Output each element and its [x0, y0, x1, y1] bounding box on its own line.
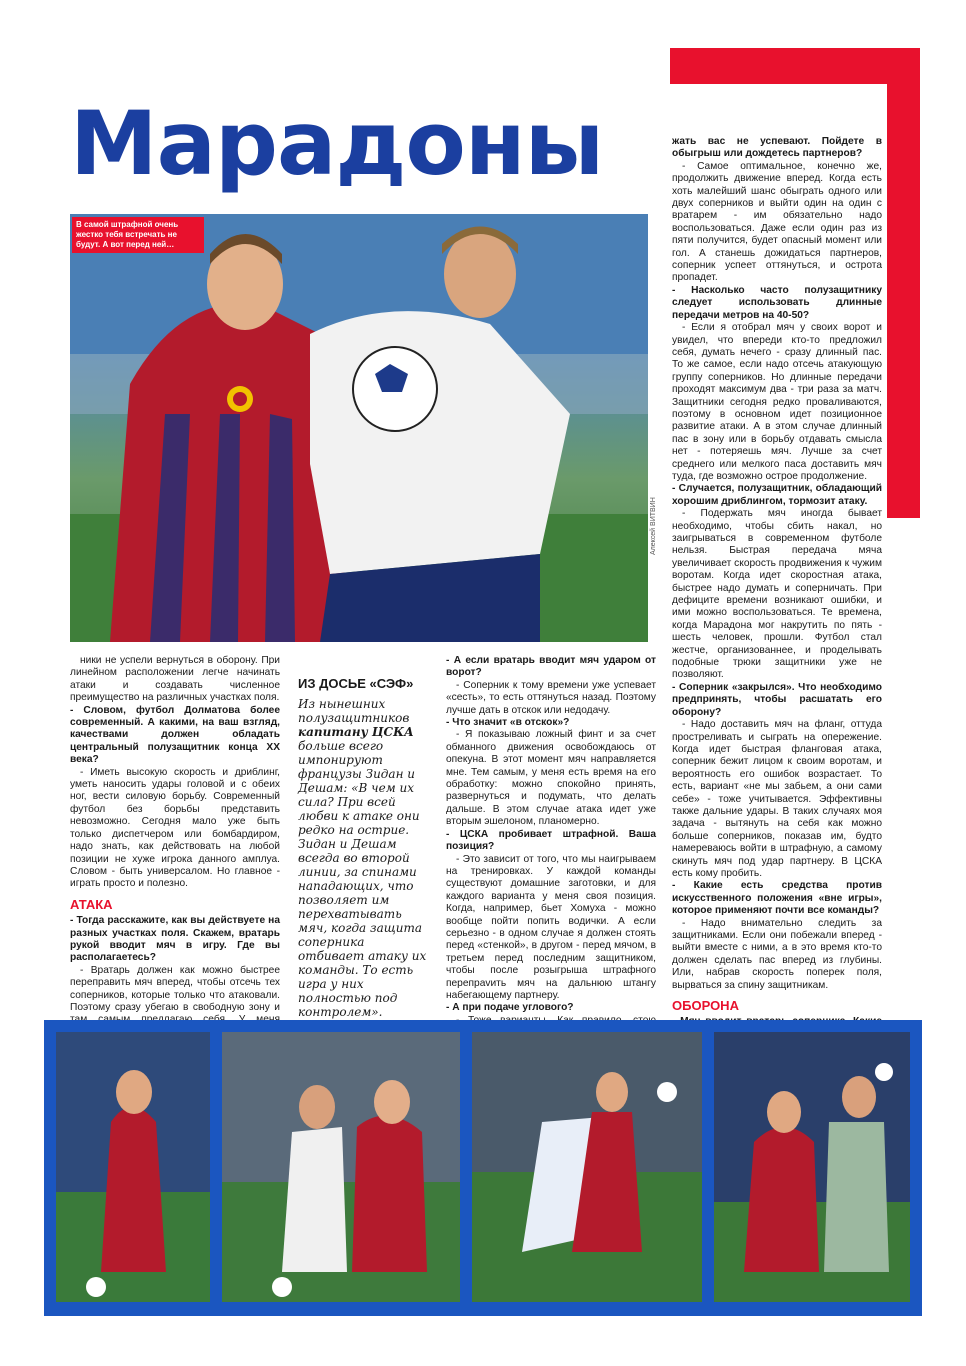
photo-strip-4 [714, 1032, 910, 1302]
question-paragraph: - Насколько часто полузащитнику следует использовать длинные передачи метров на 40-50? [672, 284, 882, 321]
headline: Марадоны [70, 92, 604, 195]
answer-paragraph: - Я показываю ложный финт и за счет обманного движения освобождаюсь от опекуна. В этот момент мяч направляется мне. Тем самым, у меня есть время на его обработку: можно спокойно принять, развернуться и подумать, что делать дальше. В этом случае атака идет уже вторым эшелоном, планомерно. [446, 729, 656, 828]
red-accent-bar-side [887, 48, 920, 518]
question-paragraph: - А при подаче углового? [446, 1002, 574, 1014]
question-paragraph: - Тогда расскажите, как вы действуете на разных участках поля. Скажем, вратарь рукой вводит мяч в игру. Где вы располагаетесь? [70, 915, 280, 964]
photo-strip-1 [56, 1032, 210, 1302]
answer-paragraph: - Надо доставить мяч на фланг, оттуда простреливать и сыграть на опережение. Когда идет быстрая фланговая атака, соперник бежит лицом к своим воротам, и вероятность его ошибок возрастает. То есть, вариант «не мы забьем, а они сами себе» - тоже учитывается. Эффективны также дальние удары. В таких случаях моя задача - вытянуть на себя как можно больше соперников, показав им, будто намереваюсь войти в штрафную, а самому скинуть мяч под удар партнеру. В ЦСКА есть кому пробить. [672, 719, 882, 879]
answer-paragraph: - Вратарь должен как можно быстрее переправить мяч вперед, чтобы отсечь тех соперников, которые только что атаковали. Поэтому сразу убегаю в свободную зону и [70, 964, 280, 1013]
answer-paragraph: - Это зависит от того, что мы наигрываем на тренировках. У каждой команды существуют домашние заготовки, и для каждого варианта у меня своя позиция. Когда, например, бьет Хомуха - можно вообще пойти попить водички. А если серьезно - в одном случае я должен стоять перед «стенкой», в другом - перед мячом, в третьем перед последним защитником, чтобы после розыгрыша штрафного перепрavить мяч на дальнюю штангу набегающему партнеру. [446, 853, 656, 1001]
photo-credit: Алексей ВИТВИН [650, 497, 657, 555]
answer-paragraph: - Иметь высокую скорость и дриблинг, уметь наносить удары головой и с обеих ног, вести силовую борьбу. Современный футбол без борьбы представить невозможно. Сегодня мало уже быть только диспетчером или бомбардиром, надо знать, как действовать на любой позиции не хуже игрока данного амплуа. Словом - быть универсалом. Но главное - играть просто и полезно. [70, 766, 280, 890]
question-paragraph: - Что значит «в отскок»? [446, 717, 570, 729]
main-photo [70, 214, 648, 642]
dossier-text: Из нынешних полузащитников капитану ЦСКА больше всего импонируют французы Зидан и Дешам: «В чем их сила? При всей любви к атаке они редко на острие. Зидан и Дешам всегда во второй линии, за спинами нападающих, что позволяет им перехватывать мяч, когда защита соперника отбивает атаку их команды. То есть игра у них полностью под контролем». [298, 697, 427, 1019]
answer-paragraph: - Надо внимательно следить за защитниками. Если они побежали вперед - выйти вместе с ними, а в это время кто-то должен сделать пас вперед из глубины. Или, набрав скорость поперек поля, вырваться за спину защитникам. [672, 917, 882, 991]
question-paragraph: - Случается, полузащитник, обладающий хорошим дриблингом, тормозит атаку. [672, 483, 882, 507]
photo-strip-2 [222, 1032, 460, 1302]
section-heading-attack: АТАКА [70, 896, 113, 912]
photo-caption: В самой штрафной очень жестко тебя встречать не будут. А вот перед ней… [72, 217, 204, 253]
photo-strip-3 [472, 1032, 702, 1302]
question-paragraph: - А если вратарь вводит мяч ударом от ворот? [446, 655, 656, 679]
red-accent-bar-top [670, 48, 920, 84]
section-heading-defense: ОБОРОНА [672, 998, 739, 1014]
question-paragraph: жать вас не успевают. Пойдете в обыгрыш или дождетесь партнеров? [672, 136, 882, 160]
answer-paragraph: ники не успели вернуться в оборону. При линейном расположении легче начинать атаки и создавать численное преимущество на различных участках поля. [70, 655, 280, 704]
answer-paragraph: - Самое оптимальное, конечно же, продолжить движение вперед. Когда есть хоть малейший шанс обыграть одного или двух соперников и выйти один на один с вратарем - им обязательно надо воспользоваться. Даже если один раз из пяти получится, будет опасный момент или гол. А станешь дожидаться партнеров, соперник успеет оттянуться, и острота пропадет. [672, 160, 882, 284]
answer-paragraph: - Подержать мяч иногда бывает необходимо, чтобы сбить накал, но заигрываться в современном футболе нельзя. Быстрая передача мяча увеличивает скорость продвижения к чужим воротам. Когда идет скоростная атака, быстрее надо думать и соперничать. При дефиците времени возникают ошибки, и ими можно воспользоваться. Те времена, когда Марадона мог накрутить по пять - шесть человек, прошли. Футбол стал жестче, организованнее, и проделывать подобные трюки защитники уже не позволяют. [672, 508, 882, 681]
question-paragraph: - ЦСКА пробивает штрафной. Ваша позиция? [446, 828, 656, 853]
answer-paragraph: - Соперник к тому времени уже успевает «сесть», то есть оттянуться назад. Поэтому лучше дать в отскок или недодачу. [446, 679, 656, 716]
question-paragraph: - Соперник «закрылся». Что необходимо предпринять, чтобы расшатать его оборону? [672, 681, 882, 718]
answer-paragraph: - Если я отобрал мяч у своих ворот и увидел, что впереди кто-то предложил себя, думать нечего - сразу длинный пас. То же самое, если надо отсечь атакующую группу соперников. Но длинные передачи проходят максимум два - три раза за матч. Защитники сегодня редко проваливаются, поэтому в основном идет позиционное развитие атаки. А в этом случае длинный пас в зону или в борьбу отдавать смысла нет - потеряешь мяч. Лучше за счет среднего или мелкого паса доставить мяч туда, где возможно острое продолжение. [672, 322, 882, 482]
question-paragraph: - Словом, футбол Долматова более современный. А какими, на ваш взгляд, качествами должен обладать центральный полузащитник конца XX века? [70, 704, 280, 766]
question-paragraph: - Какие есть средства против искусственного положения «вне игры», которое применяют почти все команды? [672, 880, 882, 917]
dossier-title: ИЗ ДОСЬЕ «СЭФ» [298, 676, 414, 691]
dossier-sidebar [298, 676, 433, 1019]
